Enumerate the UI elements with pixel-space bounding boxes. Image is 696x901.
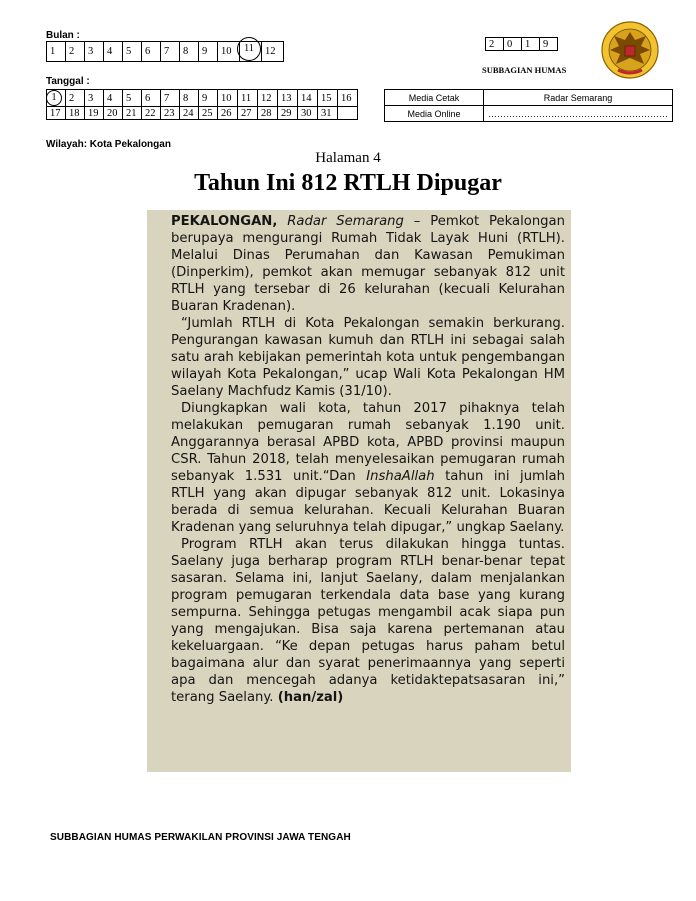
paragraph-1-text: – Pemkot Pekalongan berupaya mengurangi Rumah Tidak Layak Huni (RTLH). Melalui Dinas Perumahan dan Kawasan Pemukiman (Dinperkim), pemkot akan memugar sebanyak 812 unit RTLH yang tersebar di 26 kelurahan (kecuali Kelurahan Buaran Kradenan). — [171, 214, 565, 314]
tanggal-cell-value: 23 — [164, 107, 175, 119]
tanggal-cell-value: 24 — [183, 107, 194, 119]
tanggal-cell-value: 4 — [107, 92, 113, 104]
year-grid — [485, 37, 558, 51]
bulan-cell — [123, 42, 142, 62]
garuda-emblem-icon — [598, 20, 662, 85]
tanggal-cell-selected: 1 — [46, 90, 62, 106]
year-digit-value: 1 — [525, 38, 531, 50]
paragraph-3 — [171, 400, 565, 536]
media-online-label: Media Online — [385, 106, 484, 122]
tanggal-cell-value: 6 — [145, 92, 151, 104]
tanggal-cell — [85, 107, 104, 120]
tanggal-cell — [258, 90, 278, 107]
bulan-cell-value: 12 — [265, 46, 276, 57]
tanggal-cell — [180, 107, 199, 120]
bulan-cell — [262, 42, 284, 62]
tanggal-cell-value: 29 — [281, 107, 292, 119]
paragraph-1 — [171, 213, 565, 315]
year-digit — [486, 38, 504, 51]
year-digit — [540, 38, 558, 51]
wilayah-label: Wilayah: Kota Pekalongan — [46, 139, 171, 150]
tanggal-cell-value: 20 — [107, 107, 118, 119]
tanggal-cell — [218, 107, 238, 120]
bulan-cell-selected: 11 — [237, 37, 261, 61]
year-digit — [522, 38, 540, 51]
tanggal-cell-value: 7 — [164, 92, 170, 104]
tanggal-cell-value: 17 — [50, 107, 61, 119]
tanggal-cell — [318, 107, 338, 120]
tanggal-cell — [338, 107, 358, 120]
tanggal-cell — [258, 107, 278, 120]
bulan-cell-value: 9 — [202, 46, 208, 57]
tanggal-cell-value: 22 — [145, 107, 156, 119]
bulan-cell-value: 10 — [221, 46, 232, 57]
bulan-cell-value: 4 — [107, 46, 113, 57]
footer-text: SUBBAGIAN HUMAS PERWAKILAN PROVINSI JAWA TENGAH — [50, 832, 351, 843]
bulan-cell — [161, 42, 180, 62]
tanggal-cell — [199, 90, 218, 107]
tanggal-cell-value: 2 — [69, 92, 75, 104]
tanggal-cell-value: 8 — [183, 92, 189, 104]
tanggal-cell — [298, 107, 318, 120]
paragraph-4-text: Program RTLH akan terus dilakukan hingga tuntas. Saelany juga berharap program RTLH benar-benar tepat sasaran. Selama ini, lanjut Saelany, dalam menjalankan program pemugaran terkendala data base yang kurang sempurna. Sehingga petugas mengambil acak siapa pun yang mengajukan. Bisa saja karena pertemanan atau kekeluargaan. “Ke depan petugas harus paham betul bagaimana alur dan syarat penerimaannya yang seperti apa dan mencegah adanya ketidaktepatsasaran ini,” terang Saelany. — [171, 537, 565, 705]
tanggal-cell — [161, 90, 180, 107]
paragraph-4 — [171, 536, 565, 706]
paragraph-3-italic: InshaAllah — [366, 469, 435, 484]
dateline: PEKALONGAN, — [171, 214, 278, 229]
org-label: SUBBAGIAN HUMAS — [482, 65, 567, 75]
tanggal-cell — [142, 90, 161, 107]
bulan-cell — [218, 42, 240, 62]
tanggal-cell — [238, 90, 258, 107]
source-name: Radar Semarang — [287, 214, 404, 229]
tanggal-cell-value: 5 — [126, 92, 132, 104]
tanggal-cell — [47, 107, 66, 120]
bulan-cell — [47, 42, 66, 62]
tanggal-cell — [123, 107, 142, 120]
tanggal-cell-value: 25 — [202, 107, 213, 119]
bulan-cell — [180, 42, 199, 62]
bulan-cell-value: 1 — [50, 46, 56, 57]
article-title: Tahun Ini 812 RTLH Dipugar — [194, 170, 502, 196]
tanggal-cell — [142, 107, 161, 120]
bulan-cell — [142, 42, 161, 62]
tanggal-cell-value: 13 — [281, 92, 292, 104]
year-digit-value: 2 — [489, 38, 495, 50]
tanggal-cell-value: 14 — [301, 92, 312, 104]
tanggal-cell — [238, 107, 258, 120]
paragraph-3c: tahun ini jumlah RTLH yang akan dipugar sebanyak 812 unit. Lokasinya berada di semua kelurahan. Kecuali Kelurahan Buaran Kradenan yang seluruhnya telah dipugar,” ungkap Saelany. — [171, 469, 565, 535]
bulan-cell-value: 2 — [69, 46, 75, 57]
tanggal-cell — [278, 90, 298, 107]
bulan-grid — [46, 41, 284, 62]
bulan-cell — [66, 42, 85, 62]
paragraph-3a: Diungkapkan wali kota, tahun 2017 pihaknya telah melakukan pemugaran rumah sebanyak 1.190 unit. Anggarannya berasal APBD kota, APBD provinsi maupun CSR. Tahun 2018, telah menyelesaikan pemugaran rumah sebanyak 1.531 unit.“Dan — [171, 401, 565, 484]
tanggal-cell — [278, 107, 298, 120]
tanggal-cell — [338, 90, 358, 107]
media-table — [384, 89, 673, 122]
tanggal-cell — [123, 90, 142, 107]
tanggal-cell — [161, 107, 180, 120]
tanggal-cell — [66, 90, 85, 107]
tanggal-cell-value: 15 — [321, 92, 332, 104]
news-clipping — [147, 210, 571, 772]
tanggal-cell-value: 9 — [202, 92, 208, 104]
tanggal-cell-value: 3 — [88, 92, 94, 104]
tanggal-cell — [47, 90, 66, 107]
tanggal-grid — [46, 89, 358, 120]
bulan-cell-value: 5 — [126, 46, 132, 57]
bulan-cell-value: 8 — [183, 46, 189, 57]
tanggal-cell-value: 30 — [301, 107, 312, 119]
tanggal-cell — [85, 90, 104, 107]
tanggal-cell — [318, 90, 338, 107]
media-cetak-label: Media Cetak — [385, 90, 484, 106]
year-digit — [504, 38, 522, 51]
tanggal-cell-value: 26 — [221, 107, 232, 119]
tanggal-cell-value: 12 — [261, 92, 272, 104]
bulan-cell — [104, 42, 123, 62]
media-online-value: …………………………………………………… — [484, 106, 673, 122]
media-cetak-value: Radar Semarang — [484, 90, 673, 106]
bulan-cell-value: 3 — [88, 46, 94, 57]
tanggal-cell-value: 21 — [126, 107, 137, 119]
tanggal-cell — [298, 90, 318, 107]
tanggal-cell-value: 16 — [341, 92, 352, 104]
tanggal-label: Tanggal : — [46, 76, 90, 87]
bulan-cell — [240, 42, 262, 62]
year-digit-value: 0 — [507, 38, 513, 50]
bulan-cell — [199, 42, 218, 62]
tanggal-cell-value: 28 — [261, 107, 272, 119]
tanggal-cell-value: 31 — [321, 107, 332, 119]
tanggal-cell-value: 19 — [88, 107, 99, 119]
tanggal-cell — [180, 90, 199, 107]
bulan-cell-value: 7 — [164, 46, 170, 57]
tanggal-cell-value: 18 — [69, 107, 80, 119]
bulan-label: Bulan : — [46, 30, 80, 41]
byline: (han/zal) — [277, 690, 344, 705]
year-digit-value: 9 — [543, 38, 549, 50]
tanggal-cell-value: 11 — [241, 92, 252, 104]
paragraph-2: “Jumlah RTLH di Kota Pekalongan semakin berkurang. Pengurangan kawasan kumuh dan RTLH ini sebagai salah satu arah kebijakan pemerintah kota untuk pengembangan wilayah Kota Pekalongan,” ucap Wali Kota Pekalongan HM Saelany Machfudz Kamis (31/10). — [171, 316, 565, 399]
bulan-cell — [85, 42, 104, 62]
bulan-cell-value: 6 — [145, 46, 151, 57]
page-number: Halaman 4 — [315, 150, 381, 166]
tanggal-cell — [66, 107, 85, 120]
tanggal-cell — [104, 90, 123, 107]
tanggal-cell — [218, 90, 238, 107]
tanggal-cell — [199, 107, 218, 120]
tanggal-cell — [104, 107, 123, 120]
tanggal-cell-value: 27 — [241, 107, 252, 119]
tanggal-cell-value: 10 — [221, 92, 232, 104]
